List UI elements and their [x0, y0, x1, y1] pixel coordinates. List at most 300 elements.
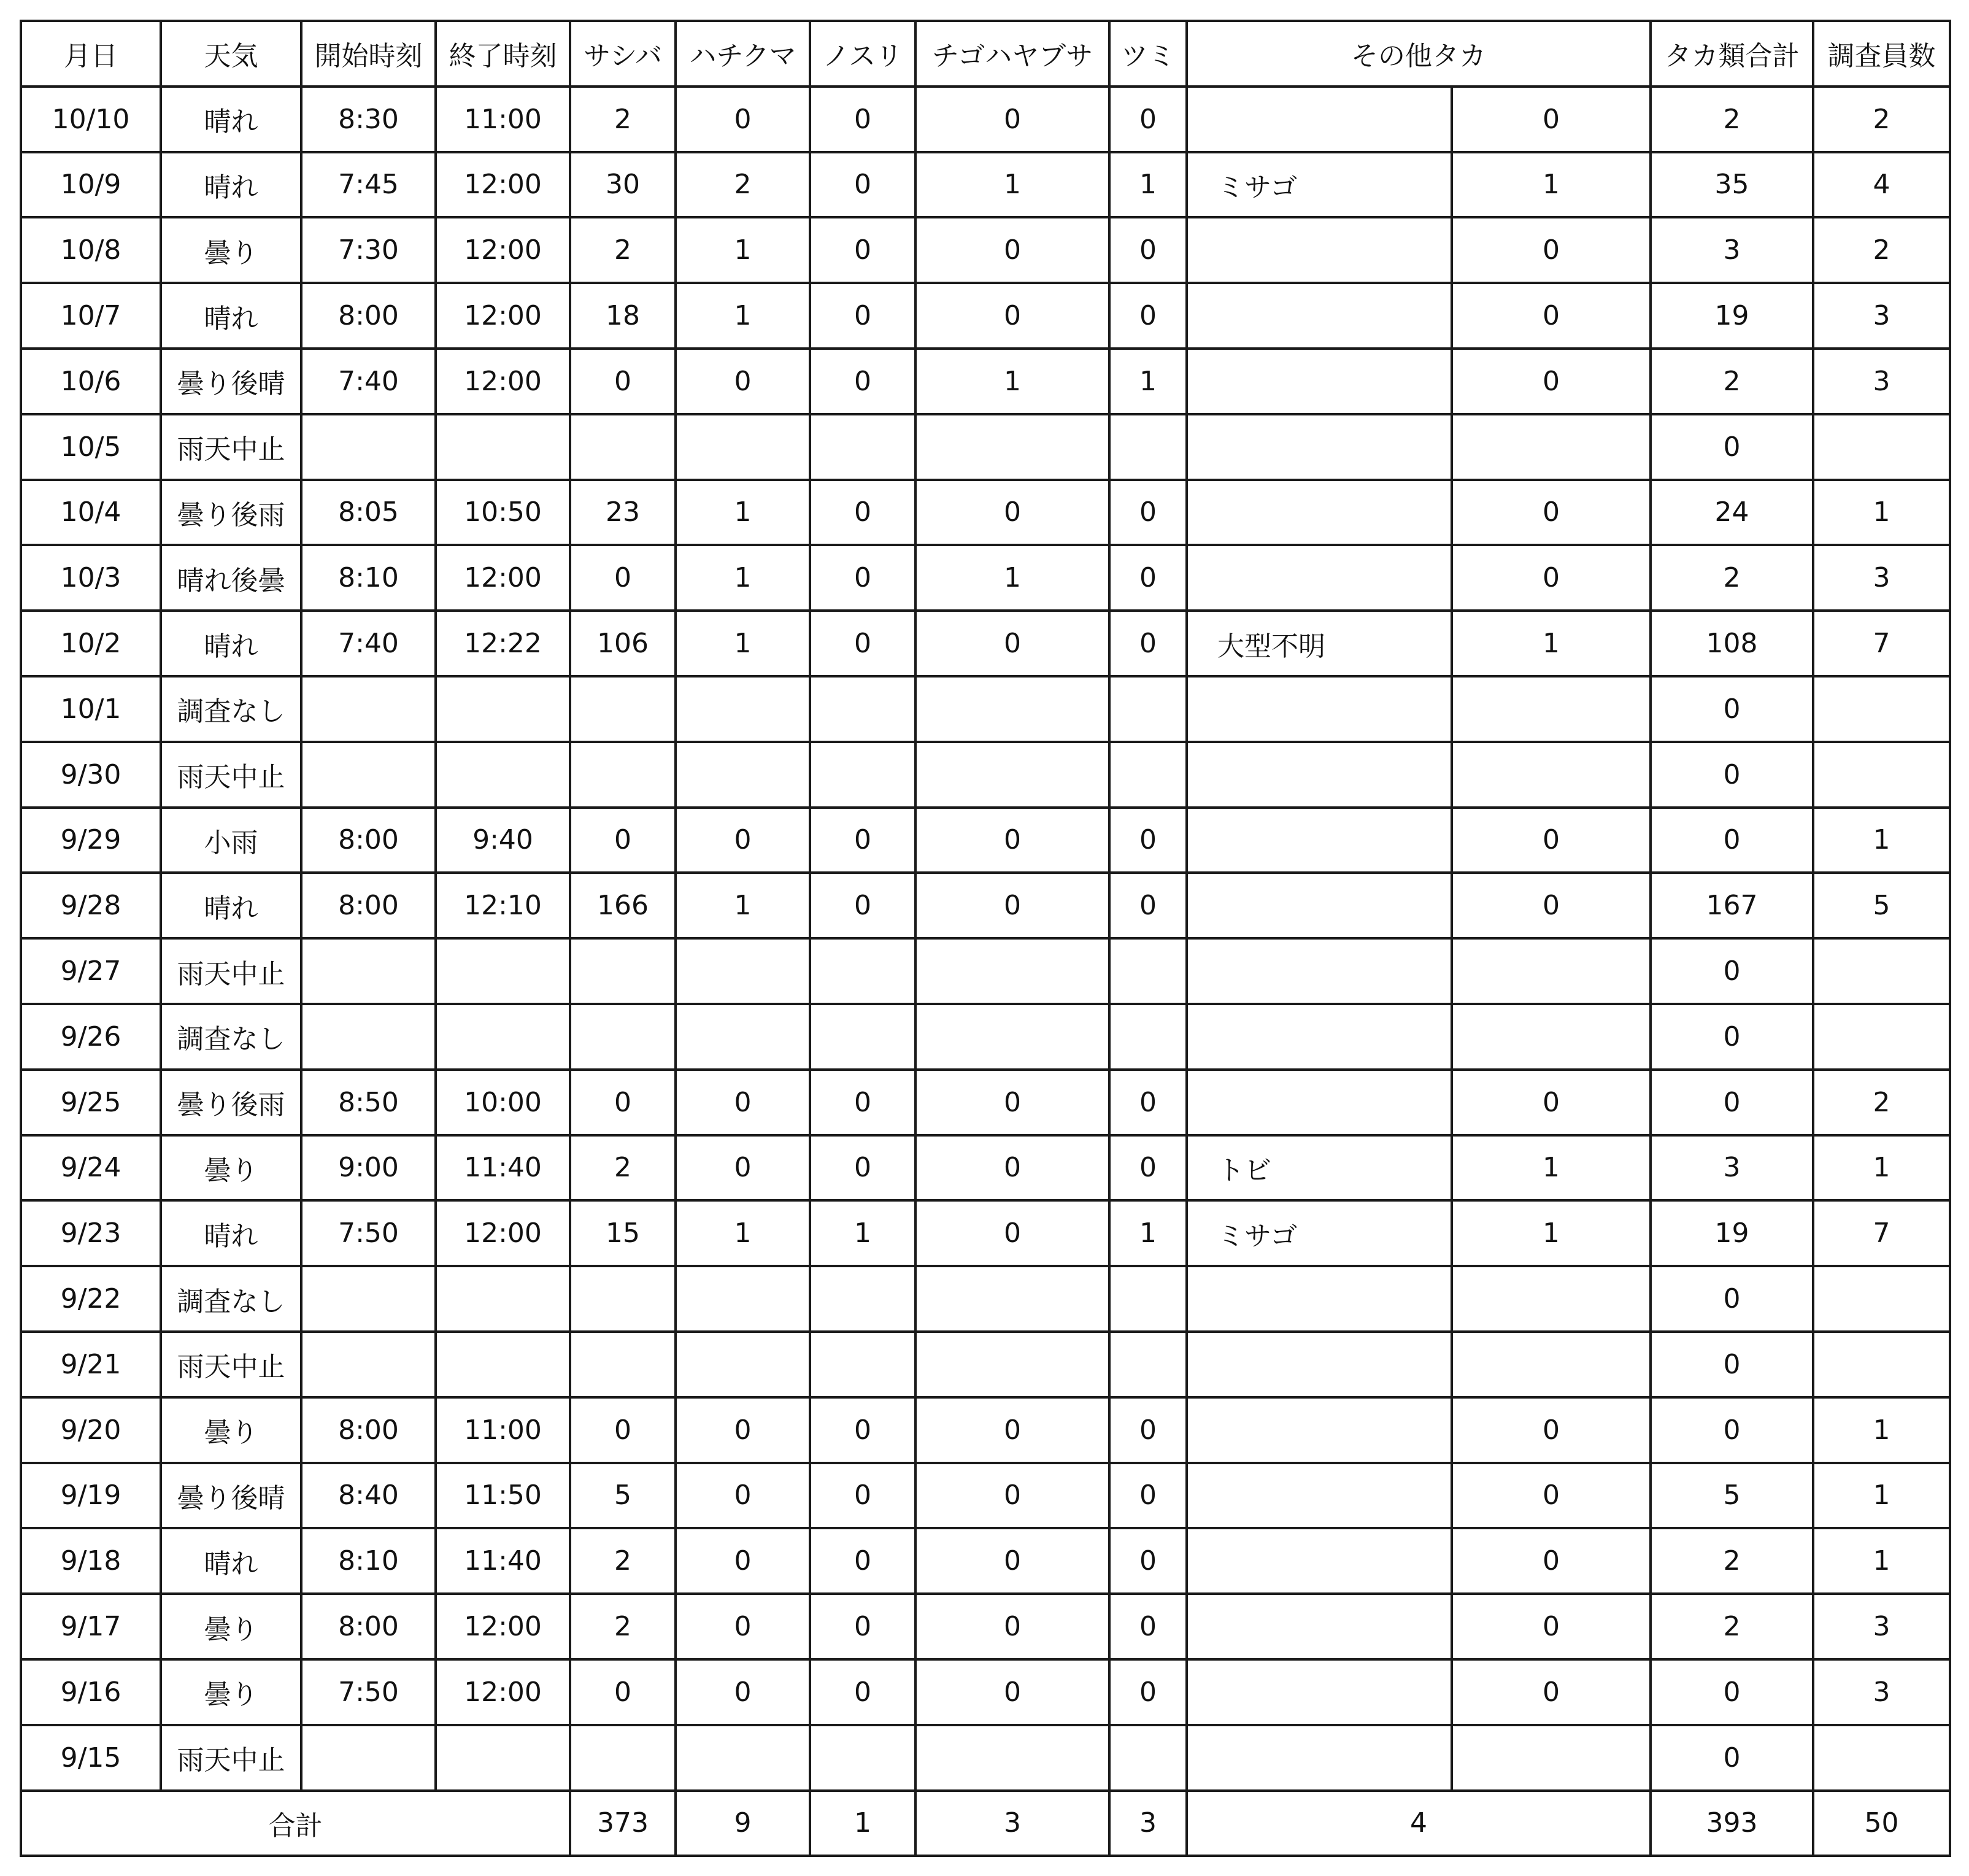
table-row [21, 414, 1950, 480]
table-row [21, 1463, 1950, 1529]
cell-other-name [1187, 349, 1452, 414]
cell-hachikuma: 0 [676, 1659, 810, 1725]
cell-other-count: 0 [1452, 545, 1651, 611]
cell-end-time: 12:22 [436, 611, 570, 676]
cell-weather: 曇り後晴 [161, 349, 301, 414]
cell-end-time: 12:00 [436, 349, 570, 414]
cell-nosuri: 0 [810, 349, 915, 414]
cell-hachikuma: 0 [676, 1463, 810, 1529]
cell-start-time: 7:40 [301, 349, 436, 414]
cell-hachikuma: 0 [676, 1528, 810, 1594]
cell-sashiba [570, 938, 676, 1004]
cell-date: 9/18 [21, 1528, 161, 1594]
cell-start-time: 8:00 [301, 808, 436, 873]
cell-other-name [1187, 1659, 1452, 1725]
cell-end-time: 12:00 [436, 1200, 570, 1266]
cell-hawk-total: 5 [1651, 1463, 1813, 1529]
cell-hachikuma [676, 414, 810, 480]
cell-staff-count: 1 [1813, 1528, 1950, 1594]
cell-nosuri: 0 [810, 1463, 915, 1529]
cell-chigohayabusa [915, 676, 1109, 742]
cell-hachikuma: 1 [676, 283, 810, 349]
cell-weather: 曇り [161, 1594, 301, 1659]
cell-tsumi: 1 [1109, 349, 1187, 414]
cell-staff-count: 2 [1813, 217, 1950, 283]
cell-nosuri: 0 [810, 545, 915, 611]
cell-end-time [436, 676, 570, 742]
cell-end-time: 12:00 [436, 283, 570, 349]
cell-hawk-total: 0 [1651, 1332, 1813, 1397]
cell-end-time: 10:00 [436, 1070, 570, 1135]
cell-nosuri: 0 [810, 87, 915, 152]
cell-tsumi: 0 [1109, 1594, 1187, 1659]
cell-end-time: 12:00 [436, 152, 570, 218]
cell-other-name [1187, 1725, 1452, 1791]
cell-date: 9/22 [21, 1266, 161, 1332]
cell-weather: 調査なし [161, 1266, 301, 1332]
cell-weather: 曇り [161, 1135, 301, 1201]
cell-nosuri: 0 [810, 1659, 915, 1725]
cell-other-name [1187, 480, 1452, 546]
cell-weather: 晴れ [161, 873, 301, 938]
cell-nosuri: 0 [810, 1070, 915, 1135]
cell-staff-count: 1 [1813, 1463, 1950, 1529]
cell-tsumi: 0 [1109, 1070, 1187, 1135]
cell-date: 9/20 [21, 1397, 161, 1463]
cell-staff-count: 1 [1813, 808, 1950, 873]
totals-label: 合計 [21, 1791, 570, 1856]
cell-end-time: 11:40 [436, 1528, 570, 1594]
totals-chigohayabusa: 3 [915, 1791, 1109, 1856]
cell-nosuri [810, 414, 915, 480]
cell-hachikuma: 1 [676, 480, 810, 546]
cell-chigohayabusa: 0 [915, 217, 1109, 283]
cell-chigohayabusa: 0 [915, 1659, 1109, 1725]
cell-nosuri [810, 938, 915, 1004]
cell-chigohayabusa: 1 [915, 349, 1109, 414]
totals-tsumi: 3 [1109, 1791, 1187, 1856]
cell-hawk-total: 2 [1651, 349, 1813, 414]
cell-other-name [1187, 545, 1452, 611]
cell-staff-count [1813, 676, 1950, 742]
cell-sashiba: 0 [570, 1659, 676, 1725]
cell-nosuri [810, 1004, 915, 1070]
cell-date: 9/23 [21, 1200, 161, 1266]
cell-other-count: 1 [1452, 611, 1651, 676]
cell-tsumi [1109, 742, 1187, 808]
totals-row [21, 1791, 1950, 1856]
cell-hawk-total: 0 [1651, 1004, 1813, 1070]
table-row [21, 938, 1950, 1004]
cell-hawk-total: 108 [1651, 611, 1813, 676]
table-row [21, 1266, 1950, 1332]
cell-other-count: 0 [1452, 808, 1651, 873]
table-row [21, 1004, 1950, 1070]
cell-chigohayabusa [915, 414, 1109, 480]
cell-end-time [436, 1266, 570, 1332]
cell-weather: 晴れ後曇 [161, 545, 301, 611]
cell-hachikuma: 1 [676, 545, 810, 611]
cell-hawk-total: 0 [1651, 1397, 1813, 1463]
cell-start-time [301, 1725, 436, 1791]
cell-tsumi [1109, 1266, 1187, 1332]
totals-hachikuma: 9 [676, 1791, 810, 1856]
cell-tsumi [1109, 1332, 1187, 1397]
cell-hachikuma: 0 [676, 87, 810, 152]
cell-start-time: 7:50 [301, 1659, 436, 1725]
cell-tsumi [1109, 676, 1187, 742]
cell-other-count: 0 [1452, 1397, 1651, 1463]
table-body [21, 87, 1950, 1791]
cell-start-time [301, 1266, 436, 1332]
cell-nosuri: 0 [810, 480, 915, 546]
cell-staff-count: 3 [1813, 1594, 1950, 1659]
cell-start-time: 7:50 [301, 1200, 436, 1266]
cell-sashiba: 18 [570, 283, 676, 349]
header-hawk-total: タカ類合計 [1651, 21, 1813, 87]
cell-nosuri [810, 1332, 915, 1397]
cell-sashiba: 2 [570, 217, 676, 283]
cell-start-time: 8:05 [301, 480, 436, 546]
cell-date: 10/2 [21, 611, 161, 676]
cell-end-time [436, 938, 570, 1004]
table-row [21, 611, 1950, 676]
cell-hawk-total: 0 [1651, 742, 1813, 808]
cell-staff-count: 3 [1813, 283, 1950, 349]
cell-hachikuma: 2 [676, 152, 810, 218]
cell-sashiba [570, 1725, 676, 1791]
cell-weather: 小雨 [161, 808, 301, 873]
cell-start-time: 7:45 [301, 152, 436, 218]
cell-hachikuma: 0 [676, 1594, 810, 1659]
cell-end-time: 12:00 [436, 545, 570, 611]
cell-start-time: 8:00 [301, 1594, 436, 1659]
cell-staff-count [1813, 414, 1950, 480]
cell-date: 9/19 [21, 1463, 161, 1529]
cell-tsumi: 1 [1109, 152, 1187, 218]
cell-nosuri: 0 [810, 152, 915, 218]
table-row [21, 1725, 1950, 1791]
cell-nosuri: 0 [810, 283, 915, 349]
cell-nosuri [810, 742, 915, 808]
cell-start-time: 8:00 [301, 873, 436, 938]
cell-date: 9/15 [21, 1725, 161, 1791]
table-row [21, 480, 1950, 546]
cell-hawk-total: 0 [1651, 414, 1813, 480]
cell-sashiba [570, 676, 676, 742]
header-nosuri: ノスリ [810, 21, 915, 87]
cell-hawk-total: 0 [1651, 1070, 1813, 1135]
cell-weather: 曇り後雨 [161, 1070, 301, 1135]
cell-sashiba: 2 [570, 1135, 676, 1201]
cell-tsumi [1109, 414, 1187, 480]
cell-end-time: 11:40 [436, 1135, 570, 1201]
cell-other-count: 0 [1452, 87, 1651, 152]
cell-other-count: 1 [1452, 152, 1651, 218]
cell-staff-count [1813, 742, 1950, 808]
cell-hachikuma [676, 1004, 810, 1070]
cell-hawk-total: 19 [1651, 1200, 1813, 1266]
cell-hawk-total: 0 [1651, 808, 1813, 873]
cell-start-time: 8:30 [301, 87, 436, 152]
cell-end-time: 12:00 [436, 217, 570, 283]
cell-hachikuma [676, 938, 810, 1004]
cell-tsumi: 0 [1109, 611, 1187, 676]
cell-chigohayabusa [915, 742, 1109, 808]
cell-staff-count: 7 [1813, 1200, 1950, 1266]
cell-tsumi: 0 [1109, 545, 1187, 611]
cell-other-count: 0 [1452, 1463, 1651, 1529]
cell-other-name [1187, 217, 1452, 283]
cell-other-name: 大型不明 [1187, 611, 1452, 676]
cell-date: 10/7 [21, 283, 161, 349]
table-row [21, 1397, 1950, 1463]
cell-other-name [1187, 1332, 1452, 1397]
cell-date: 9/21 [21, 1332, 161, 1397]
cell-other-count: 0 [1452, 873, 1651, 938]
cell-date: 10/6 [21, 349, 161, 414]
cell-chigohayabusa [915, 1725, 1109, 1791]
cell-weather: 晴れ [161, 87, 301, 152]
cell-hachikuma: 1 [676, 1200, 810, 1266]
cell-hachikuma: 0 [676, 1135, 810, 1201]
cell-chigohayabusa: 0 [915, 87, 1109, 152]
cell-chigohayabusa: 0 [915, 480, 1109, 546]
cell-weather: 曇り [161, 1397, 301, 1463]
cell-hawk-total: 0 [1651, 1659, 1813, 1725]
cell-tsumi: 1 [1109, 1200, 1187, 1266]
cell-hachikuma: 0 [676, 1397, 810, 1463]
cell-sashiba: 2 [570, 1528, 676, 1594]
cell-nosuri: 0 [810, 611, 915, 676]
cell-staff-count [1813, 1266, 1950, 1332]
cell-other-count [1452, 742, 1651, 808]
header-hachikuma: ハチクマ [676, 21, 810, 87]
cell-other-name: ミサゴ [1187, 152, 1452, 218]
cell-other-count: 0 [1452, 1070, 1651, 1135]
cell-sashiba: 2 [570, 1594, 676, 1659]
cell-sashiba: 106 [570, 611, 676, 676]
cell-weather: 晴れ [161, 283, 301, 349]
cell-other-name [1187, 414, 1452, 480]
cell-weather: 調査なし [161, 1004, 301, 1070]
header-other-hawks: その他タカ [1187, 21, 1651, 87]
cell-staff-count: 2 [1813, 1070, 1950, 1135]
table-row [21, 283, 1950, 349]
cell-hachikuma [676, 1332, 810, 1397]
cell-date: 9/28 [21, 873, 161, 938]
cell-staff-count [1813, 938, 1950, 1004]
cell-hachikuma: 0 [676, 1070, 810, 1135]
cell-date: 10/10 [21, 87, 161, 152]
cell-weather: 晴れ [161, 1200, 301, 1266]
cell-other-name [1187, 808, 1452, 873]
totals-nosuri: 1 [810, 1791, 915, 1856]
table-row [21, 808, 1950, 873]
cell-date: 9/29 [21, 808, 161, 873]
cell-staff-count [1813, 1004, 1950, 1070]
table-row [21, 1659, 1950, 1725]
cell-nosuri [810, 1725, 915, 1791]
cell-staff-count: 3 [1813, 545, 1950, 611]
cell-weather: 雨天中止 [161, 414, 301, 480]
cell-chigohayabusa: 0 [915, 1135, 1109, 1201]
cell-other-count: 1 [1452, 1200, 1651, 1266]
cell-staff-count: 2 [1813, 87, 1950, 152]
cell-chigohayabusa: 0 [915, 1463, 1109, 1529]
cell-hawk-total: 0 [1651, 1266, 1813, 1332]
table-row [21, 1528, 1950, 1594]
cell-staff-count: 3 [1813, 1659, 1950, 1725]
cell-nosuri: 0 [810, 808, 915, 873]
header-staff-count: 調査員数 [1813, 21, 1950, 87]
cell-date: 9/30 [21, 742, 161, 808]
cell-chigohayabusa: 0 [915, 283, 1109, 349]
cell-other-count: 0 [1452, 1528, 1651, 1594]
totals-sashiba: 373 [570, 1791, 676, 1856]
cell-weather: 曇り [161, 1659, 301, 1725]
cell-nosuri: 0 [810, 1594, 915, 1659]
cell-chigohayabusa [915, 1004, 1109, 1070]
cell-start-time [301, 742, 436, 808]
cell-chigohayabusa: 1 [915, 152, 1109, 218]
cell-chigohayabusa [915, 1266, 1109, 1332]
table-row [21, 152, 1950, 218]
cell-other-name [1187, 1266, 1452, 1332]
cell-start-time [301, 1004, 436, 1070]
cell-hachikuma: 1 [676, 873, 810, 938]
cell-weather: 曇り [161, 217, 301, 283]
cell-weather: 雨天中止 [161, 742, 301, 808]
cell-nosuri: 1 [810, 1200, 915, 1266]
cell-other-name [1187, 938, 1452, 1004]
table-row [21, 742, 1950, 808]
cell-chigohayabusa: 0 [915, 1528, 1109, 1594]
cell-sashiba [570, 1332, 676, 1397]
cell-tsumi: 0 [1109, 1528, 1187, 1594]
cell-other-count [1452, 1725, 1651, 1791]
cell-start-time [301, 938, 436, 1004]
cell-other-name [1187, 1070, 1452, 1135]
cell-weather: 曇り後雨 [161, 480, 301, 546]
cell-sashiba [570, 742, 676, 808]
cell-end-time: 12:10 [436, 873, 570, 938]
cell-start-time [301, 676, 436, 742]
cell-date: 10/8 [21, 217, 161, 283]
header-chigohayabusa: チゴハヤブサ [915, 21, 1109, 87]
cell-end-time: 11:00 [436, 1397, 570, 1463]
cell-other-name [1187, 742, 1452, 808]
cell-end-time: 11:00 [436, 87, 570, 152]
cell-sashiba: 0 [570, 1397, 676, 1463]
cell-end-time [436, 1004, 570, 1070]
cell-hawk-total: 2 [1651, 1528, 1813, 1594]
cell-sashiba: 5 [570, 1463, 676, 1529]
cell-tsumi: 0 [1109, 87, 1187, 152]
cell-tsumi: 0 [1109, 873, 1187, 938]
totals-hawk-total: 393 [1651, 1791, 1813, 1856]
header-end-time: 終了時刻 [436, 21, 570, 87]
cell-other-name: トビ [1187, 1135, 1452, 1201]
cell-staff-count: 7 [1813, 611, 1950, 676]
cell-date: 10/3 [21, 545, 161, 611]
cell-sashiba: 0 [570, 545, 676, 611]
header-row [21, 21, 1950, 87]
header-date: 月日 [21, 21, 161, 87]
cell-tsumi: 0 [1109, 480, 1187, 546]
cell-other-count: 0 [1452, 349, 1651, 414]
cell-hachikuma: 1 [676, 611, 810, 676]
cell-end-time: 10:50 [436, 480, 570, 546]
cell-chigohayabusa: 0 [915, 611, 1109, 676]
cell-hachikuma [676, 742, 810, 808]
cell-other-name: ミサゴ [1187, 1200, 1452, 1266]
cell-weather: 晴れ [161, 1528, 301, 1594]
table-row [21, 217, 1950, 283]
cell-sashiba [570, 1266, 676, 1332]
cell-hawk-total: 0 [1651, 676, 1813, 742]
totals-other: 4 [1187, 1791, 1651, 1856]
cell-start-time: 7:30 [301, 217, 436, 283]
cell-date: 9/24 [21, 1135, 161, 1201]
cell-tsumi: 0 [1109, 283, 1187, 349]
cell-chigohayabusa [915, 1332, 1109, 1397]
cell-date: 9/26 [21, 1004, 161, 1070]
cell-tsumi: 0 [1109, 1135, 1187, 1201]
cell-start-time: 8:40 [301, 1463, 436, 1529]
cell-tsumi [1109, 938, 1187, 1004]
table-row [21, 349, 1950, 414]
cell-weather: 調査なし [161, 676, 301, 742]
cell-start-time [301, 414, 436, 480]
cell-other-name [1187, 873, 1452, 938]
cell-other-name [1187, 1004, 1452, 1070]
cell-chigohayabusa [915, 938, 1109, 1004]
cell-date: 9/17 [21, 1594, 161, 1659]
cell-tsumi: 0 [1109, 217, 1187, 283]
cell-chigohayabusa: 0 [915, 1397, 1109, 1463]
cell-hawk-total: 19 [1651, 283, 1813, 349]
cell-chigohayabusa: 0 [915, 1070, 1109, 1135]
header-tsumi: ツミ [1109, 21, 1187, 87]
cell-date: 10/9 [21, 152, 161, 218]
cell-hawk-total: 2 [1651, 1594, 1813, 1659]
cell-nosuri: 0 [810, 1135, 915, 1201]
cell-hachikuma: 0 [676, 349, 810, 414]
cell-sashiba: 0 [570, 808, 676, 873]
cell-weather: 雨天中止 [161, 1725, 301, 1791]
cell-other-count [1452, 1004, 1651, 1070]
header-start-time: 開始時刻 [301, 21, 436, 87]
cell-start-time: 8:10 [301, 1528, 436, 1594]
cell-sashiba: 2 [570, 87, 676, 152]
cell-date: 9/25 [21, 1070, 161, 1135]
table-row [21, 87, 1950, 152]
cell-other-count: 0 [1452, 1594, 1651, 1659]
cell-start-time: 7:40 [301, 611, 436, 676]
cell-sashiba: 166 [570, 873, 676, 938]
cell-weather: 晴れ [161, 152, 301, 218]
cell-end-time [436, 742, 570, 808]
cell-staff-count: 1 [1813, 480, 1950, 546]
cell-end-time: 9:40 [436, 808, 570, 873]
header-weather: 天気 [161, 21, 301, 87]
cell-start-time: 8:00 [301, 283, 436, 349]
cell-tsumi: 0 [1109, 1397, 1187, 1463]
cell-hawk-total: 0 [1651, 938, 1813, 1004]
cell-start-time [301, 1332, 436, 1397]
cell-date: 9/27 [21, 938, 161, 1004]
